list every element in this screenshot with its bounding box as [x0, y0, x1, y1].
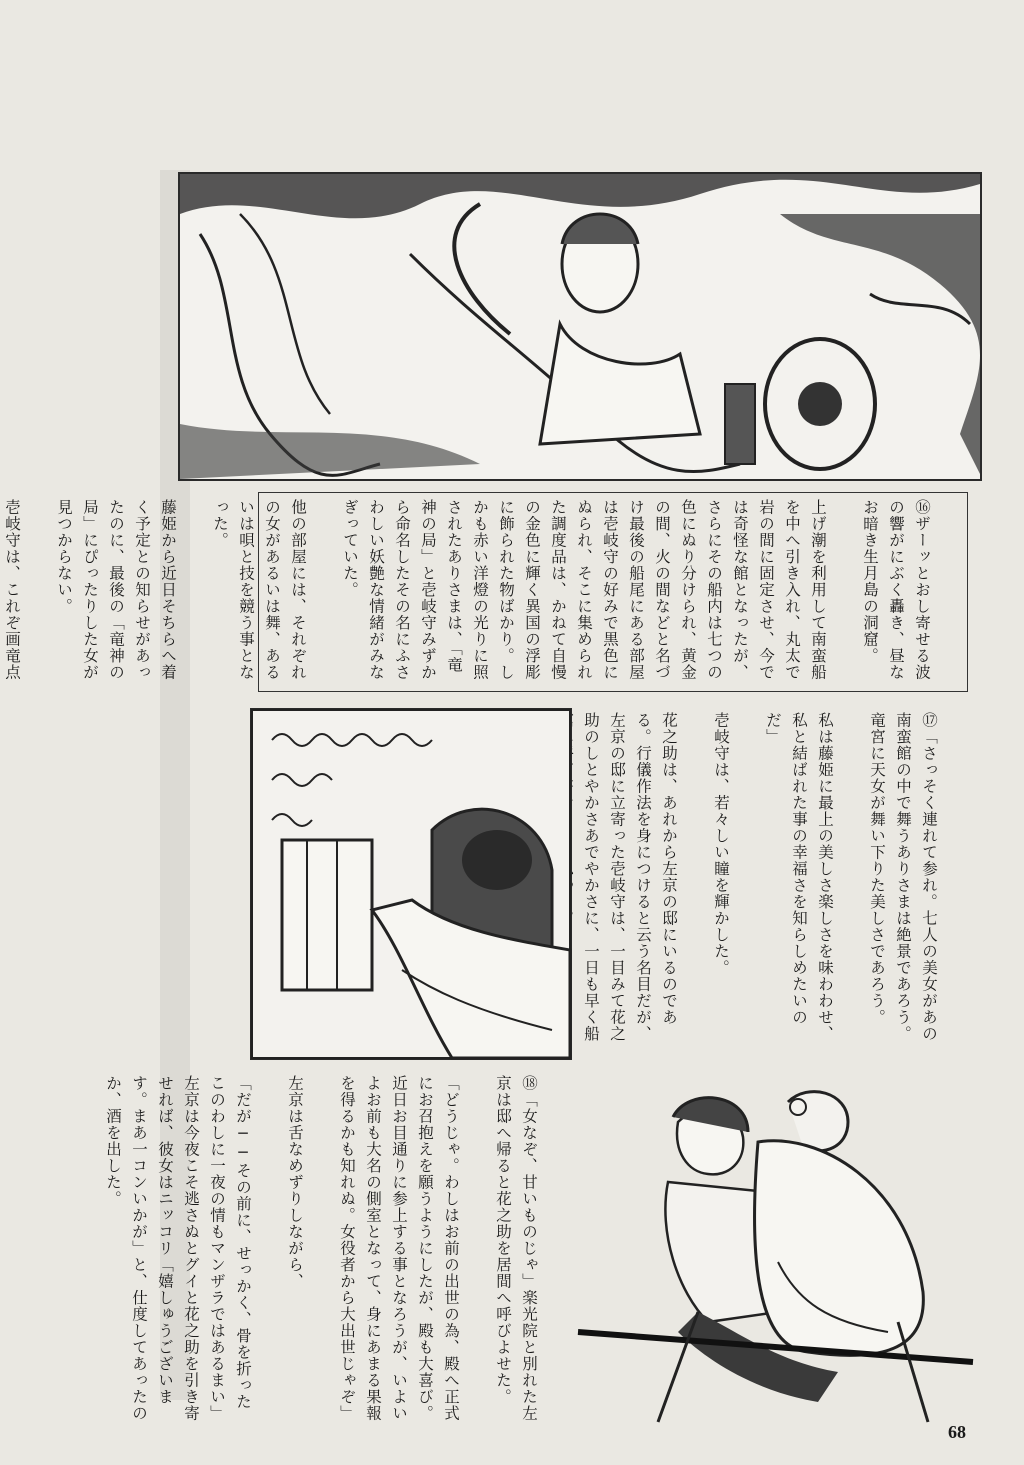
s17-para-1: ⑰「さっそく連れて参れ。七人の美女があの南蛮館の中で舞うありさまは絶景であろう。竜宮に天女が舞い下りた美しさであろう。: [868, 712, 938, 1042]
section-16-text: [3, 492, 968, 692]
s18-para-4: 「だが──その前に、せっかく、骨を折ったこのわしに一夜の情もマンザラではあるまい」左京は今夜こそ逃さぬとグイと花之助を引き寄せれば、彼女はニッコリ「嬉しゅうございます。まあ一コンいかが」と、仕度してあったのか、酒を出した。: [104, 1075, 252, 1422]
section-17-text: [578, 712, 968, 1042]
s16-para-4: 藤姫から近日そちらへ着く予定との知らせがあったのに、最後の「竜神の局」にぴったりした女が見つからない。: [55, 499, 177, 681]
s17-para-2: 私は藤姫に最上の美しさ楽しさを味わわせ、私と結ばれた事の幸福さを知らしめたいのだ」: [764, 712, 834, 1042]
s18-para-2: 「どうじゃ。わしはお前の出世の為、殿へ正式にお召抱えを願うようにしたが、殿も大喜び。近日お目通りに参上する事となろうが、いよいよお前も大名の側室となって、身にあまる果報を得るかも知れぬ。女役者から大出世じゃぞ」: [338, 1075, 460, 1422]
illustration-celestial-maiden: [178, 172, 982, 481]
page-number: 68: [948, 1422, 966, 1442]
illustration-kimono-woman: [250, 708, 572, 1060]
s16-para-3: 他の部屋には、それぞれの女があるいは舞、あるいは唄と技を競う事となった。: [211, 499, 307, 681]
section-18-text: [104, 1075, 568, 1425]
s18-para-3: 左京は舌なめずりしながら、: [286, 1075, 304, 1290]
illustration-samurai: [578, 1062, 973, 1422]
s16-para-2: 上げ潮を利用して南蛮船を中へ引き入れ、丸太で岩の間に固定させ、今では奇怪な館となったが、さらにその船内は七つの色にぬり分けられ、黄金の間、火の間などと名づけ最後の船尾にある部屋は壱岐守の好みで黒色にぬられ、そこに集められた調度品は、かねて自慢の金色に輝く異国の浮彫に飾られた物ばかり。しかも赤い洋燈の光りに照されたありさまは、「竜神の局」と壱岐守みずから命名したその名にふさわしい妖艶な情緒がみなぎっていた。: [341, 499, 827, 681]
s17-para-4: 花之助は、あれから左京の邸にいるのである。行儀作法を身につけると云う名目だが、左京の邸に立寄った壱岐守は、一目みて花之助のしとやかさあでやかさに、一日も早く船: [582, 712, 678, 1042]
s16-para-1: ⑯ザーッとおし寄せる波の響がにぶく轟き、昼なお暗き生月島の洞窟。: [861, 499, 931, 681]
s16-para-5: 壱岐守は、これぞ画竜点: [3, 499, 21, 681]
s17-para-3: 壱岐守は、若々しい瞳を輝かした。: [712, 712, 730, 976]
s18-para-1: ⑱「女なぞ、甘いものじゃ」楽光院と別れた左京は邸へ帰ると花之助を居間へ呼びよせた。: [494, 1075, 538, 1422]
